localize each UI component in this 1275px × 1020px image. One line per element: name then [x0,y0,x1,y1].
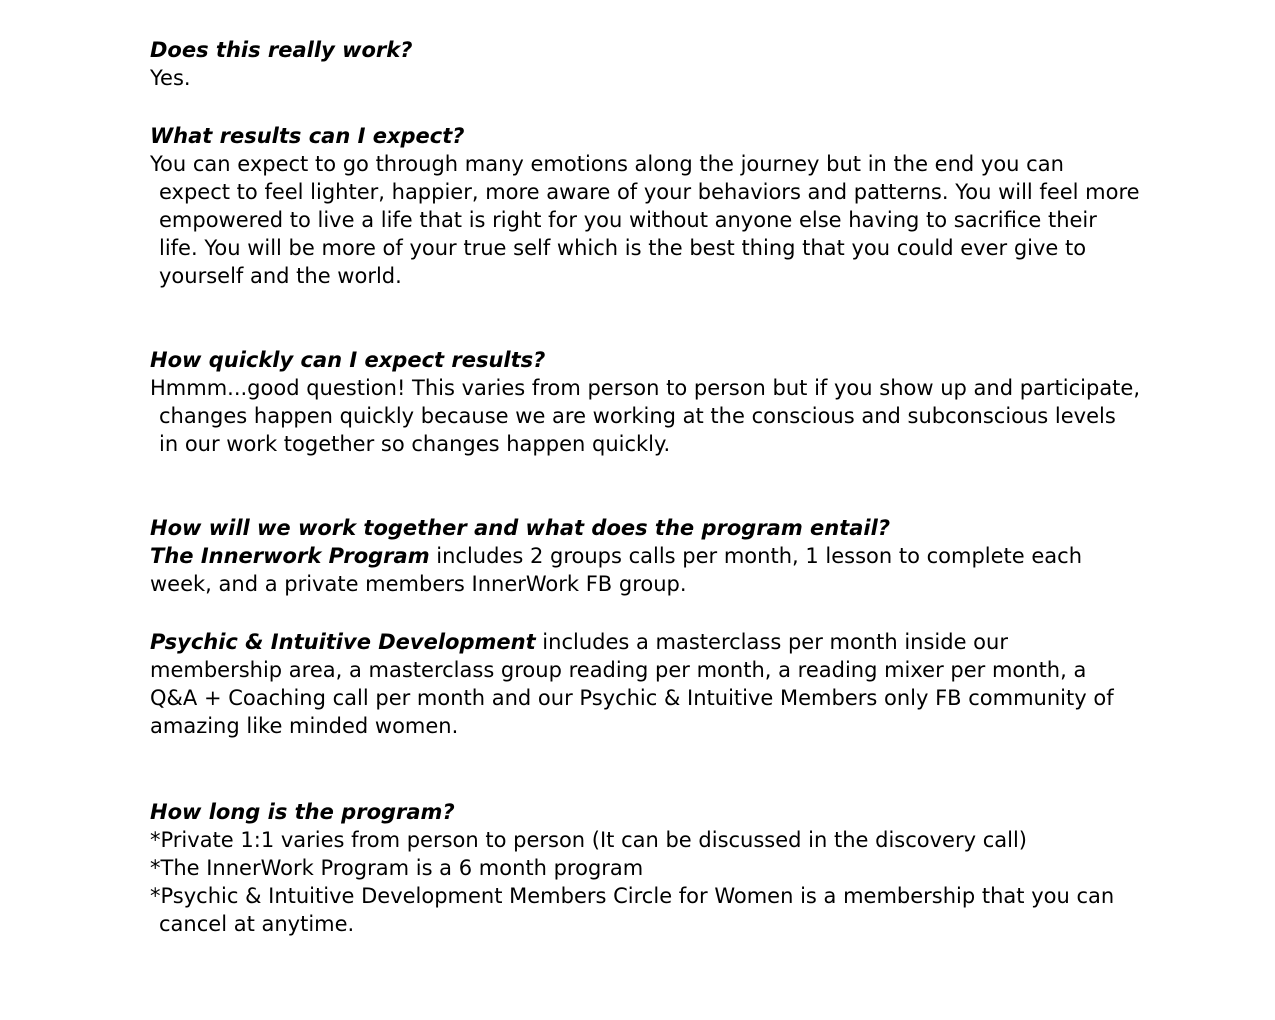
program-length-item-1: *Private 1:1 varies from person to person (It can be discussed in the discovery call) [150,828,1027,852]
program-length-item-3: *Psychic & Intuitive Development Members Circle for Women is a membership that you can cancel at anytime. [150,884,1115,936]
innerwork-program-paragraph [150,542,1140,598]
faq-question-1: Does this really work? [150,38,413,62]
psychic-development-name: Psychic & Intuitive Development [150,630,536,654]
faq-answer-3: Hmmm...good question! This varies from person to person but if you show up and participate, changes happen quickly because we are working at the conscious and subconscious levels in our work together so changes happen quickly. [150,376,1141,456]
faq-question-3: How quickly can I expect results? [150,348,546,372]
faq-answer-1: Yes. [150,66,191,90]
faq-question-2: What results can I expect? [150,124,465,148]
innerwork-program-text: includes 2 groups calls per month, 1 lesson to complete each week, and a private members InnerWork FB group. [150,544,1083,596]
psychic-development-paragraph [150,628,1140,740]
psychic-development-text: includes a masterclass per month inside our membership area, a masterclass group reading per month, a reading mixer per month, a Q&A + Coaching call per month and our Psychic & Intuitive Members only FB community of amazing like minded women. [150,630,1114,738]
program-length-item-2: *The InnerWork Program is a 6 month program [150,856,644,880]
innerwork-program-name: The Innerwork Program [150,544,430,568]
faq-question-5: How long is the program? [150,800,455,824]
faq-document [150,36,1140,938]
faq-answer-2: You can expect to go through many emotions along the journey but in the end you can expect to feel lighter, happier, more aware of your behaviors and patterns. You will feel more empowered to live a life that is right for you without anyone else having to sacrifice their life. You will be more of your true self which is the best thing that you could ever give to yourself and the world. [150,152,1140,288]
faq-question-4: How will we work together and what does the program entail? [150,516,891,540]
